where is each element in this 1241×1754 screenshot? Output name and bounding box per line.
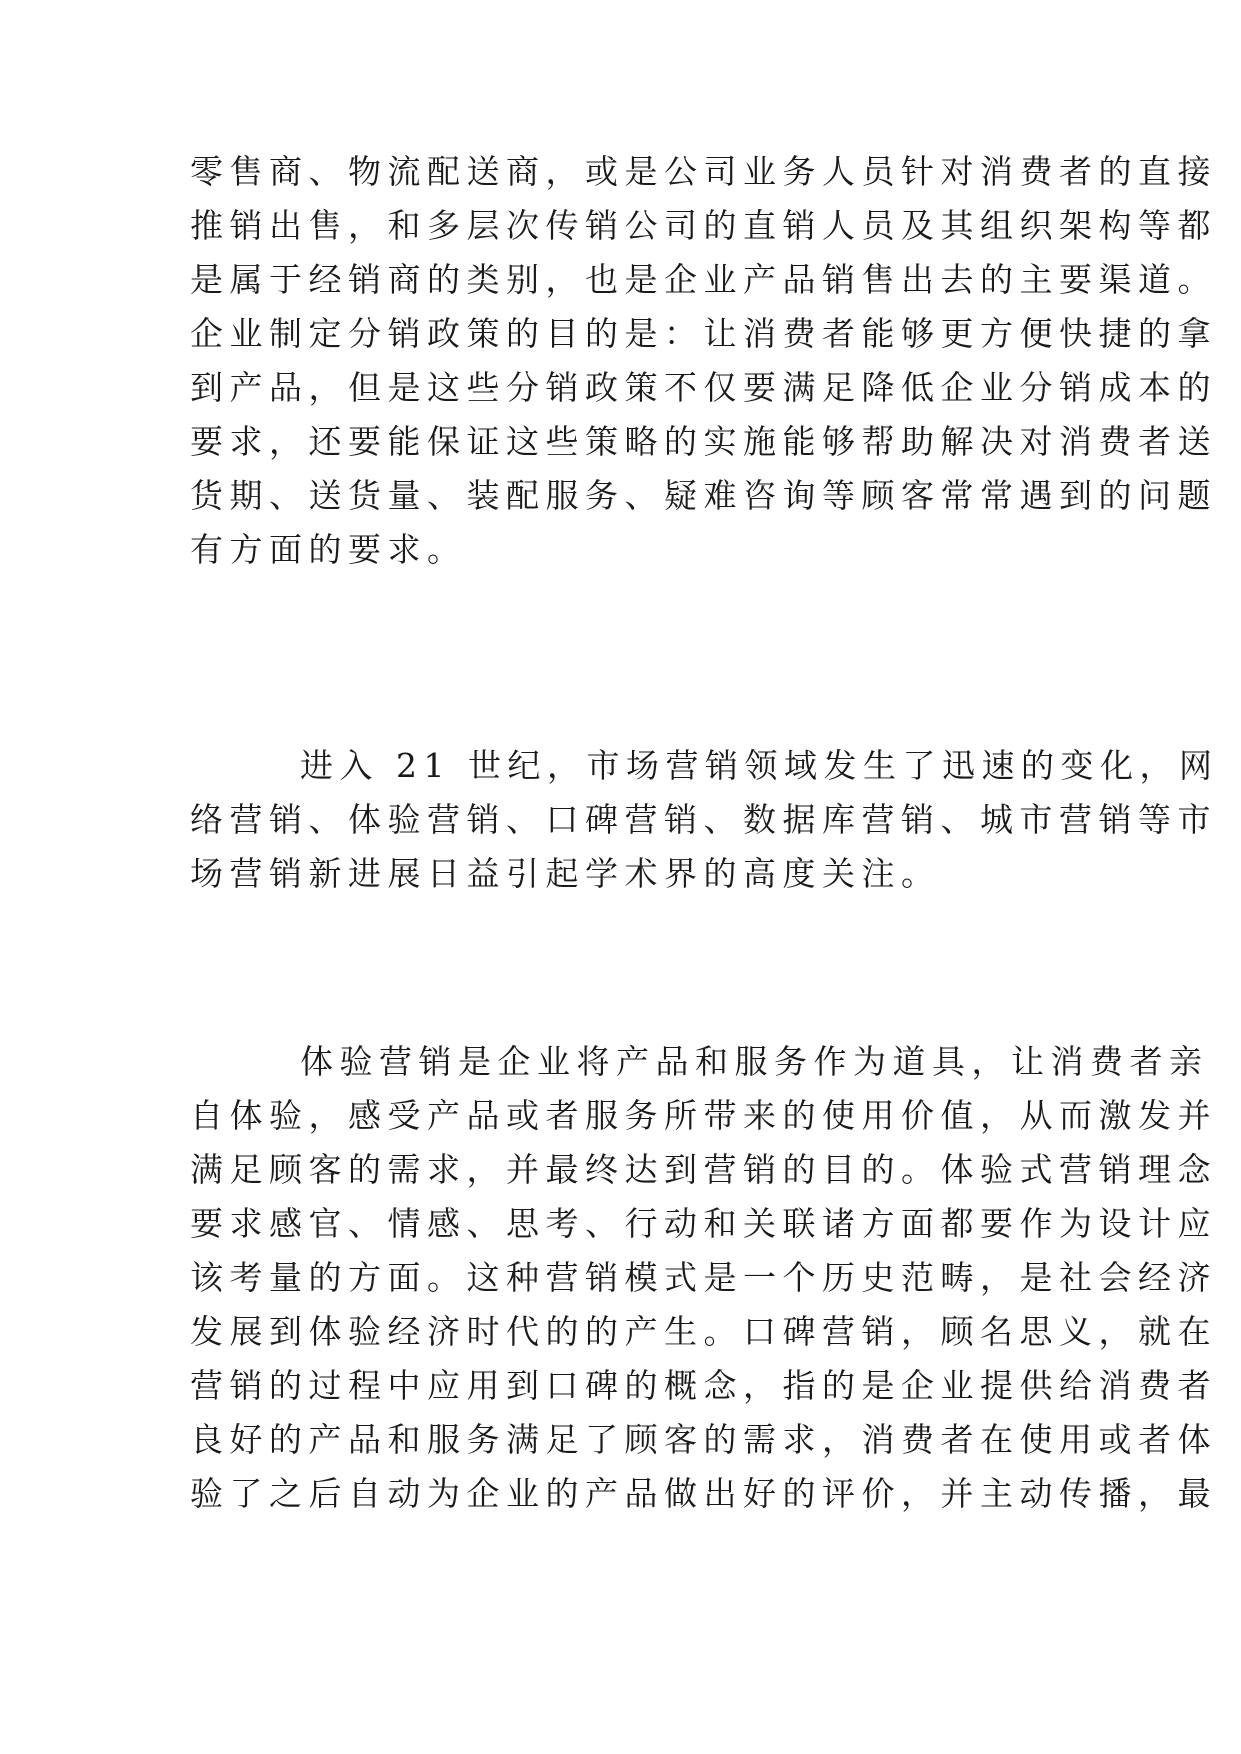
- text-line: 良好的产品和服务满足了顾客的需求，消费者在使用或者体: [190, 1420, 1217, 1459]
- text-line: 该考量的方面。这种营销模式是一个历史范畴，是社会经济: [190, 1258, 1217, 1297]
- text-line: 自体验，感受产品或者服务所带来的使用价值，从而激发并: [190, 1096, 1217, 1135]
- text-line: 进入 21 世纪，市场营销领域发生了迅速的变化，网: [300, 746, 1219, 785]
- text-line: 发展到体验经济时代的的产生。口碑营销，顾名思义，就在: [190, 1312, 1217, 1351]
- text-line: 络营销、体验营销、口碑营销、数据库营销、城市营销等市: [190, 800, 1217, 839]
- text-line: 体验营销是企业将产品和服务作为道具，让消费者亲: [300, 1042, 1209, 1081]
- text-line: 零售商、物流配送商，或是公司业务人员针对消费者的直接: [190, 152, 1217, 191]
- text-line: 要求，还要能保证这些策略的实施能够帮助解决对消费者送: [190, 422, 1217, 461]
- text-line: 推销出售，和多层次传销公司的直销人员及其组织架构等都: [190, 206, 1217, 245]
- text-line: 是属于经销商的类别，也是企业产品销售出去的主要渠道。: [190, 260, 1217, 299]
- text-line: 营销的过程中应用到口碑的概念，指的是企业提供给消费者: [190, 1366, 1217, 1405]
- text-line: 满足顾客的需求，并最终达到营销的目的。体验式营销理念: [190, 1150, 1217, 1189]
- text-line: 到产品，但是这些分销政策不仅要满足降低企业分销成本的: [190, 368, 1217, 407]
- text-line: 要求感官、情感、思考、行动和关联诸方面都要作为设计应: [190, 1204, 1217, 1243]
- text-line: 企业制定分销政策的目的是：让消费者能够更方便快捷的拿: [190, 314, 1217, 353]
- text-line: 货期、送货量、装配服务、疑难咨询等顾客常常遇到的问题: [190, 476, 1217, 515]
- text-line: 场营销新进展日益引起学术界的高度关注。: [190, 854, 941, 893]
- text-line: 验了之后自动为企业的产品做出好的评价，并主动传播，最: [190, 1474, 1217, 1513]
- text-line: 有方面的要求。: [190, 530, 467, 569]
